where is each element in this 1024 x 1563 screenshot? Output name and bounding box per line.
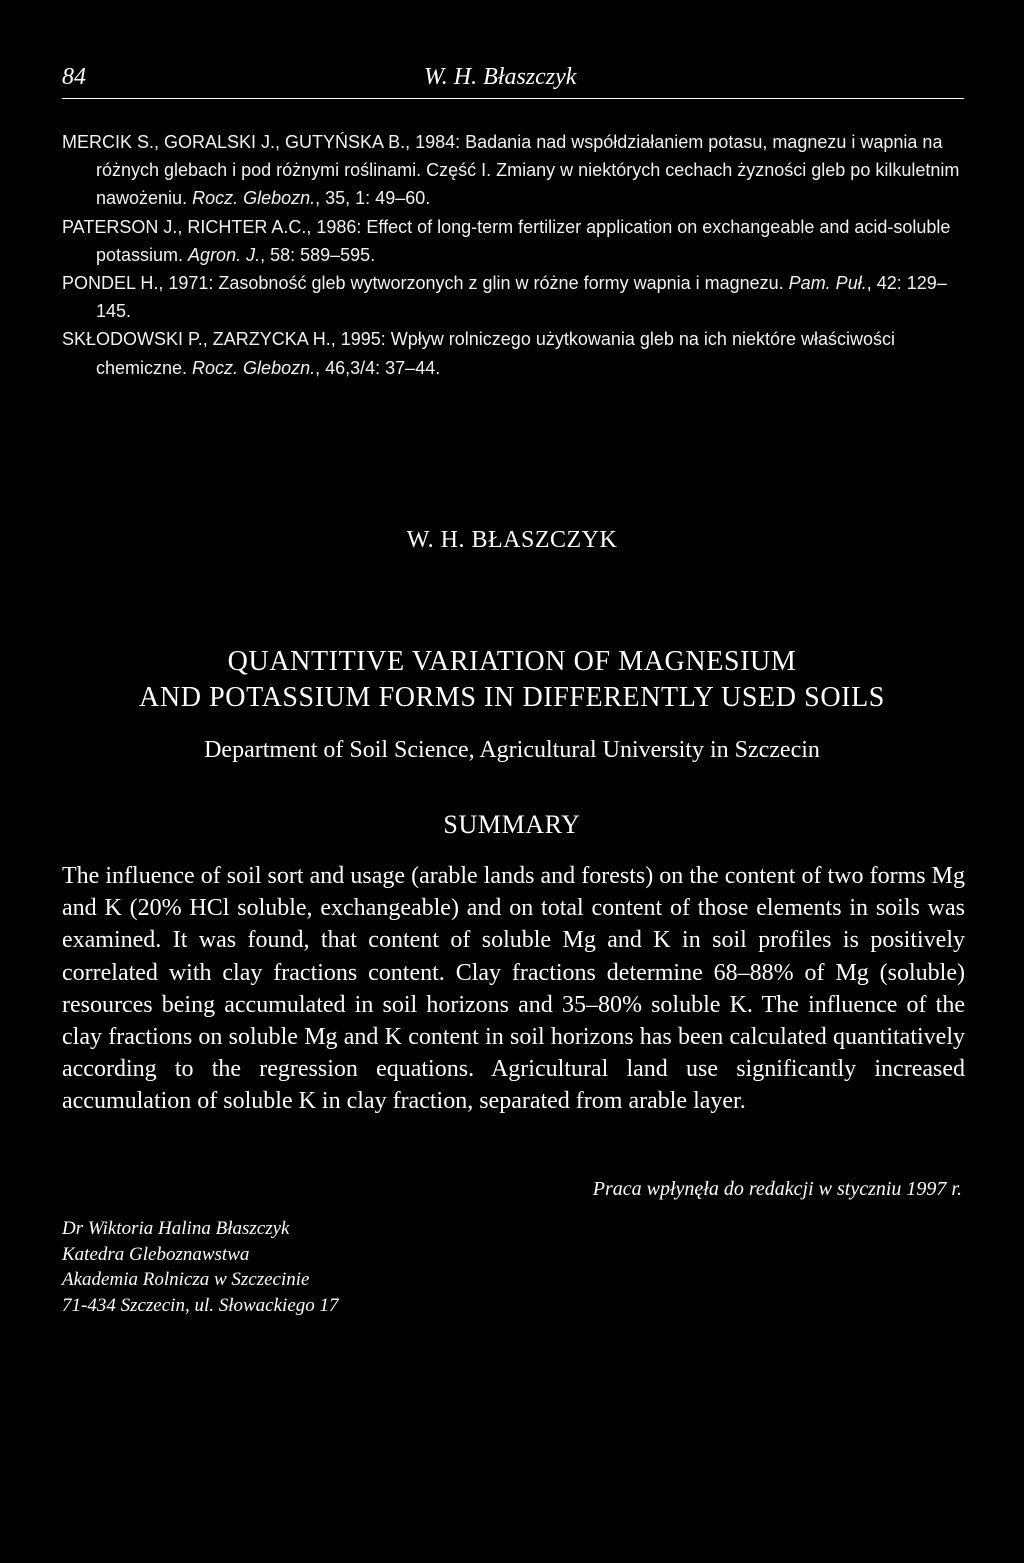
- article-title-line: QUANTITIVE VARIATION OF MAGNESIUM: [227, 646, 797, 677]
- reference-authors: PATERSON J., RICHTER A.C., 1986:: [62, 216, 367, 237]
- running-header: [62, 60, 964, 99]
- reference-item: [62, 128, 967, 213]
- received-note: Praca wpłynęła do redakcji w styczniu 1997 r.: [592, 1178, 962, 1200]
- references-list: [62, 128, 967, 382]
- reference-details: , 46,3/4: 37–44.: [315, 357, 441, 378]
- summary-text: The influence of soil sort and usage (arable lands and forests) on the content of two forms Mg and K (20% HCl soluble, exchangeable) and on total content of those elements in soils was examined. It was found, that content of soluble Mg and K in soil profiles is positively correlated with clay fractions content. Clay fractions determine 68–88% of Mg (soluble) resources being accumulated in soil horizons and 35–80% soluble K. The influence of the clay fractions on soluble Mg and K content in soil horizons has been calculated quantitatively according to the regression equations. Agricultural land use significantly increased accumulation of soluble K in clay fraction, separated from arable layer.: [62, 863, 965, 1115]
- page-number: 84: [62, 64, 86, 90]
- reference-item: [62, 325, 967, 381]
- address-line: Katedra Gleboznawstwa: [62, 1243, 250, 1265]
- article-title: [0, 644, 1024, 716]
- reference-details: , 42: 129–145.: [96, 273, 947, 322]
- address-line: Dr Wiktoria Halina Błaszczyk: [62, 1218, 290, 1239]
- reference-journal: Agron. J.: [188, 244, 261, 265]
- address-line: 71-434 Szczecin, ul. Słowackiego 17: [62, 1294, 339, 1316]
- summary-heading: SUMMARY: [443, 810, 581, 839]
- reference-journal: Rocz. Glebozn.: [192, 188, 316, 209]
- reference-item: [62, 269, 967, 325]
- reference-details: , 58: 589–595.: [260, 244, 376, 265]
- reference-item: [62, 213, 967, 269]
- reference-journal: Pam. Puł.: [788, 273, 867, 294]
- author-address: [62, 1216, 339, 1318]
- running-title: W. H. Błaszczyk: [424, 64, 577, 90]
- reference-authors: SKŁODOWSKI P., ZARZYCKA H., 1995:: [62, 329, 391, 350]
- reference-journal: Rocz. Glebozn.: [192, 357, 316, 378]
- reference-text: Effect of long-term fertilizer application on exchangeable and acid-soluble potassium.: [96, 216, 951, 265]
- reference-text: Zasobność gleb wytworzonych z glin w różne formy wapnia i magnezu.: [218, 273, 789, 294]
- article-author: W. H. BŁASZCZYK: [406, 527, 618, 553]
- reference-authors: MERCIK S., GORALSKI J., GUTYŃSKA B., 1984:: [62, 132, 466, 152]
- reference-details: , 35, 1: 49–60.: [315, 188, 431, 209]
- address-line: Akademia Rolnicza w Szczecinie: [62, 1269, 310, 1290]
- reference-text: Badania nad współdziałaniem potasu, magnezu i wapnia na różnych glebach i pod różnymi roślinami. Część I. Zmiany w niektórych cechach żyzności gleb po kilkuletnim nawożeniu.: [96, 132, 960, 209]
- reference-text: Wpływ rolniczego użytkowania gleb na ich niektóre właściwości chemiczne.: [96, 329, 896, 378]
- reference-authors: PONDEL H., 1971:: [62, 273, 219, 294]
- article-title-line: AND POTASSIUM FORMS IN DIFFERENTLY USED SOILS: [139, 682, 885, 713]
- article-affiliation: Department of Soil Science, Agricultural University in Szczecin: [204, 737, 820, 763]
